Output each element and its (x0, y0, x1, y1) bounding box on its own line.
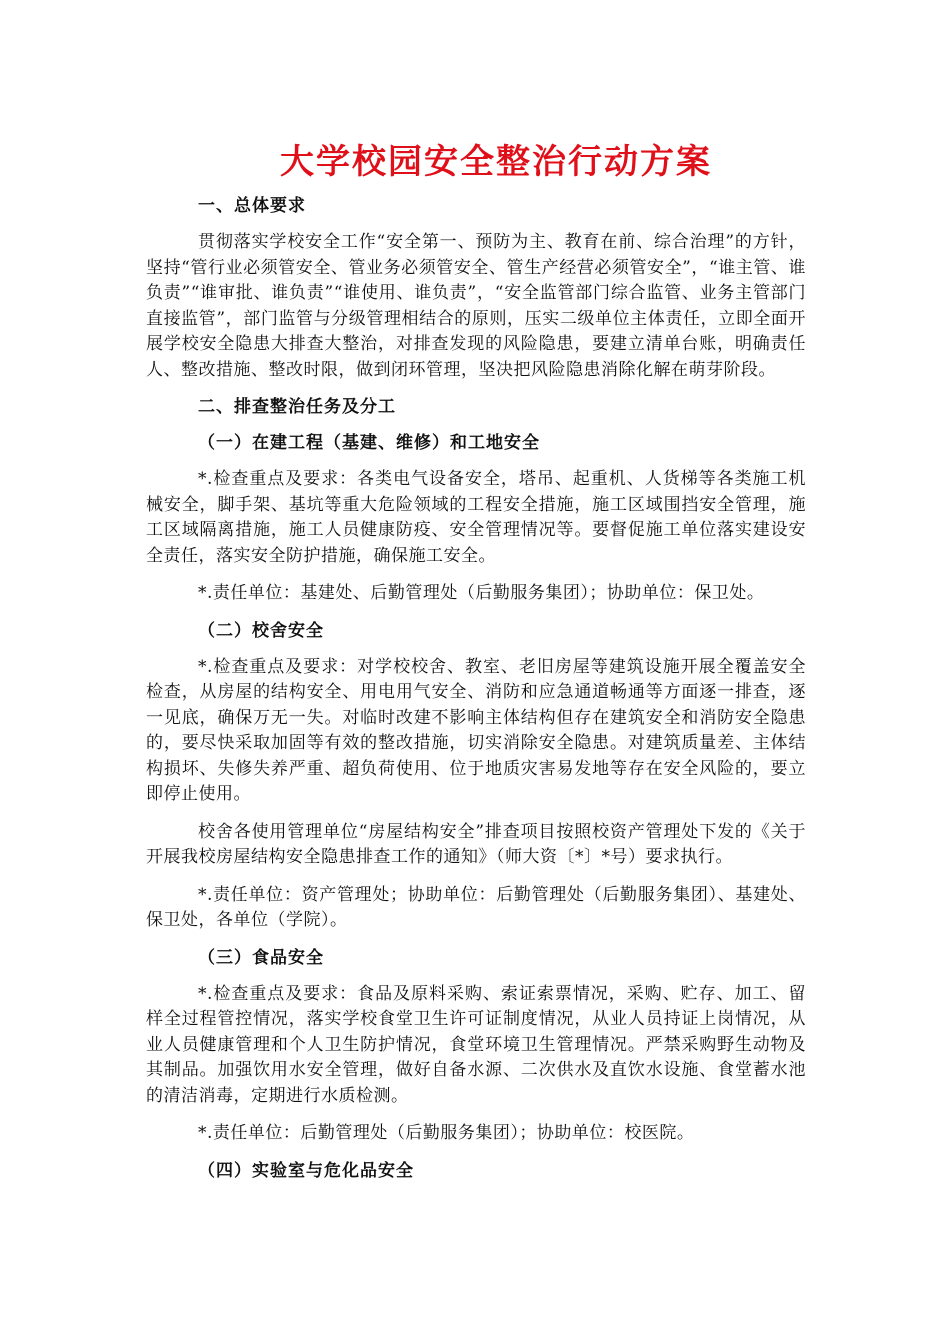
subsection-heading-food-safety: （三）食品安全 (198, 947, 324, 968)
paragraph-food-requirements: *.检查重点及要求：食品及原料采购、索证索票情况，采购、贮存、加工、留样全过程管控情况，落实学校食堂卫生许可证制度情况，从业人员持证上岗情况，从业人员健康管理和个人卫生防护情况，食堂环境卫生管理情况。严禁采购野生动物及其制品。加强饮用水安全管理，做好自备水源、二次供水及直饮水设施、食堂蓄水池的清洁消毒，定期进行水质检测。 (146, 983, 806, 1106)
paragraph-buildings-responsibility: *.责任单位：资产管理处；协助单位：后勤管理处（后勤服务集团）、基建处、保卫处，各单位（学院）。 (146, 884, 806, 930)
paragraph-buildings-notice: 校舍各使用管理单位“房屋结构安全”排查项目按照校资产管理处下发的《关于开展我校房屋结构安全隐患排查工作的通知》（师大资〔*〕*号）要求执行。 (146, 821, 806, 867)
paragraph-buildings-requirements: *.检查重点及要求：对学校校舍、教室、老旧房屋等建筑设施开展全覆盖安全检查，从房屋的结构安全、用电用气安全、消防和应急通道畅通等方面逐一排查，逐一见底，确保万无一失。对临时改建不影响主体结构但存在建筑安全和消防安全隐患的，要尽快采取加固等有效的整改措施，切实消除安全隐患。对建筑质量差、主体结构损坏、失修失养严重、超负荷使用、位于地质灾害易发地等存在安全风险的，要立即停止使用。 (146, 656, 806, 804)
paragraph-construction-responsibility: *.责任单位：基建处、后勤管理处（后勤服务集团）；协助单位：保卫处。 (198, 583, 765, 603)
subsection-heading-school-buildings: （二）校舍安全 (198, 620, 324, 641)
paragraph-general-requirements: 贯彻落实学校安全工作“安全第一、预防为主、教育在前、综合治理”的方针，坚持“管行业必须管安全、管业务必须管安全、管生产经营必须管安全”，“谁主管、谁负责”“谁审批、谁负责”“谁使用、谁负责”，“安全监管部门综合监管、业务主管部门直接监管”，部门监管与分级管理相结合的原则，压实二级单位主体责任，立即全面开展学校安全隐患大排查大整治，对排查发现的风险隐患，要建立清单台账，明确责任人、整改措施、整改时限，做到闭环管理，坚决把风险隐患消除化解在萌芽阶段。 (146, 232, 806, 380)
paragraph-construction-requirements: *.检查重点及要求：各类电气设备安全，塔吊、起重机、人货梯等各类施工机械安全，脚手架、基坑等重大危险领域的工程安全措施，施工区域围挡安全管理，施工区域隔离措施，施工人员健康防疫、安全管理情况等。要督促施工单位落实建设安全责任，落实安全防护措施，确保施工安全。 (146, 469, 806, 566)
section-heading-tasks: 二、排查整治任务及分工 (198, 397, 396, 417)
subsection-heading-construction: （一）在建工程（基建、维修）和工地安全 (198, 433, 540, 453)
section-heading-general-requirements: 一、总体要求 (198, 196, 306, 216)
subsection-heading-lab-safety: （四）实验室与危化品安全 (198, 1160, 414, 1181)
paragraph-food-responsibility: *.责任单位：后勤管理处（后勤服务集团）；协助单位：校医院。 (198, 1123, 695, 1143)
document-title: 大学校园安全整治行动方案 (280, 142, 712, 182)
document-page (146, 138, 806, 1195)
